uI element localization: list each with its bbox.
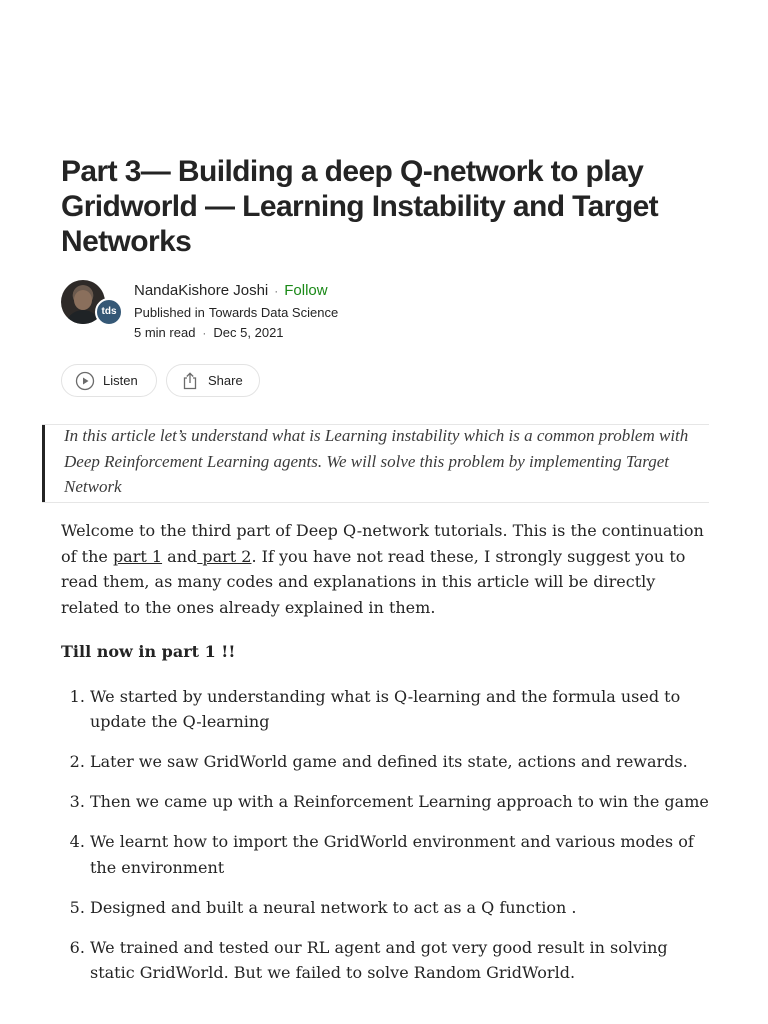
list-item: 2. Later we saw GridWorld game and defined its state, actions and rewards. bbox=[90, 749, 711, 775]
list-item: 1. We started by understanding what is Q-learning and the formula used to update the Q-learning bbox=[90, 684, 711, 735]
author-line bbox=[134, 281, 328, 301]
meta-line bbox=[134, 324, 284, 342]
intro-text-start: Welcome to the third part of Deep Q-network tutorials. This is the continuation of the bbox=[61, 521, 704, 566]
recap-list bbox=[61, 684, 711, 986]
subtitle-quote bbox=[42, 424, 709, 503]
intro-text-end: . If you have not read these, I strongly suggest you to read them, as many codes and explanations in this article will be directly related to the ones already explained in them. bbox=[61, 546, 686, 617]
section-subheading: Till now in part 1 !! bbox=[61, 642, 236, 661]
share-button[interactable] bbox=[166, 364, 260, 397]
part-1-link[interactable]: part 1 bbox=[112, 546, 163, 566]
author-block bbox=[61, 280, 711, 350]
list-item: 5. Designed and built a neural network to act as a Q function . bbox=[90, 895, 711, 921]
separator-dot: · bbox=[274, 284, 279, 298]
follow-button[interactable]: Follow bbox=[284, 282, 328, 299]
share-icon bbox=[180, 371, 200, 391]
part-2-link[interactable]: part 2 bbox=[197, 546, 252, 566]
read-time: 5 min read bbox=[134, 325, 196, 340]
author-name-link[interactable]: NandaKishore Joshi bbox=[134, 282, 269, 299]
publication-logo[interactable]: tds bbox=[95, 298, 123, 326]
separator-dot: · bbox=[202, 326, 207, 340]
publication-line bbox=[134, 304, 338, 322]
listen-button[interactable] bbox=[61, 364, 157, 397]
published-in-label: Published in bbox=[134, 305, 205, 320]
list-item: 4. We learnt how to import the GridWorld environment and various modes of the environment bbox=[90, 829, 711, 880]
avatar-face bbox=[74, 290, 92, 310]
share-label: Share bbox=[208, 373, 243, 388]
intro-paragraph bbox=[61, 518, 711, 620]
quote-text: In this article let’s understand what is Learning instability which is a common problem with Deep Reinforcement Learning agents. We will solve this problem by implementing Target Network bbox=[64, 426, 689, 496]
list-item: 3. Then we came up with a Reinforcement Learning approach to win the game bbox=[90, 789, 711, 815]
list-item: 6. We trained and tested our RL agent and got very good result in solving static GridWorld. But we failed to solve Random GridWorld. bbox=[90, 935, 711, 986]
article-title: Part 3— Building a deep Q-network to play Gridworld — Learning Instability and Target Networks bbox=[61, 155, 659, 258]
publish-date: Dec 5, 2021 bbox=[213, 325, 284, 340]
and-text: and bbox=[162, 546, 198, 566]
quote-bar bbox=[42, 425, 45, 502]
play-icon bbox=[75, 371, 95, 391]
listen-label: Listen bbox=[103, 373, 138, 388]
article-body bbox=[61, 518, 711, 1000]
publication-name-link[interactable]: Towards Data Science bbox=[208, 305, 339, 320]
